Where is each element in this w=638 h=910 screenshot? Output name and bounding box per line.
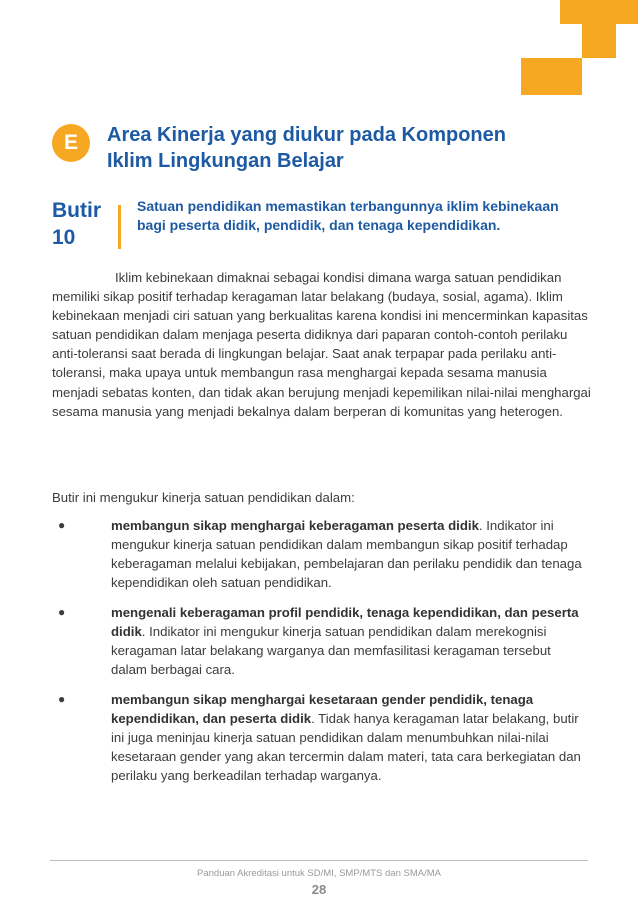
list-item: [58, 603, 588, 679]
intro-text: Iklim kebinekaan dimaknai sebagai kondisi dimana warga satuan pendidikan memiliki sikap positif terhadap keragaman latar belakang (budaya, sosial, agama). Iklim kebinekaan menjadi ciri satuan yang berkualitas karena kondisi ini mencerminkan kapasitas satuan pendidikan dalam menjaga peserta didiknya dari paparan contoh-contoh perilaku anti-toleransi saat berada di lingkungan belajar. Saat anak terpapar pada perilaku anti-toleransi, maka upaya untuk membangun rasa menghargai kepada sesama manusia menjadi sebatas konten, dan tidak akan berujung menjadi kepemilikan nilai-nilai menghargai sesama manusia yang menjadi bekalnya dalam berperan di komunitas yang heterogen.: [52, 270, 591, 419]
bullet-icon: ●: [58, 692, 66, 706]
indicator-description: . Indikator ini mengukur kinerja satuan pendidikan dalam membangun sikap positif terhadap keberagaman melalui kebijakan, pembelajaran dan perilaku pendidik dan tenaga kependidikan oleh satuan pendidikan.: [111, 518, 582, 590]
corner-decoration-block: [521, 58, 582, 95]
indicator-title: membangun sikap menghargai kesetaraan gender pendidik, tenaga kependidikan, dan peserta didik: [111, 692, 534, 726]
butir-word: Butir: [52, 199, 101, 222]
list-item: [58, 516, 588, 592]
corner-decoration-block: [582, 24, 616, 58]
list-lead: Butir ini mengukur kinerja satuan pendidikan dalam:: [52, 490, 355, 505]
section-badge: E: [52, 124, 90, 162]
intro-paragraph: [52, 268, 592, 421]
footer-divider: [50, 860, 588, 861]
butir-block: [52, 197, 567, 251]
page-number: 28: [311, 882, 327, 897]
footer-text: Panduan Akreditasi untuk SD/MI, SMP/MTS dan SMA/MA: [197, 868, 441, 879]
indicator-title: membangun sikap menghargai keberagaman peserta didik: [111, 518, 479, 533]
section-title: Area Kinerja yang diukur pada Komponen Iklim Lingkungan Belajar: [107, 124, 506, 172]
butir-divider: [118, 205, 121, 249]
butir-number: 10: [52, 226, 76, 249]
list-item: [58, 690, 588, 785]
bullet-icon: ●: [58, 518, 66, 532]
indicator-description: . Tidak hanya keragaman latar belakang, butir ini juga meninjau kinerja satuan pendidikan dalam menumbuhkan nilai-nilai kesetaraan gender yang akan tercermin dalam materi, tata cara berkegiatan dan perilaku yang berkeadilan terhadap warganya.: [111, 711, 581, 783]
butir-label: [52, 197, 108, 251]
section-header: [52, 122, 527, 174]
corner-decoration-block: [560, 0, 638, 24]
bullet-icon: ●: [58, 605, 66, 619]
butir-statement: Satuan pendidikan memastikan terbangunnya iklim kebinekaan bagi peserta didik, pendidik, dan tenaga kependidikan.: [137, 198, 559, 233]
indicator-title: mengenali keberagaman profil pendidik, tenaga kependidikan, dan peserta didik: [111, 605, 579, 639]
indicator-description: . Indikator ini mengukur kinerja satuan pendidikan dalam merekognisi keragaman latar belakang warganya dan memfasilitasi keragaman tersebut dalam berbagai cara.: [111, 624, 551, 677]
indicator-list: [58, 516, 588, 796]
